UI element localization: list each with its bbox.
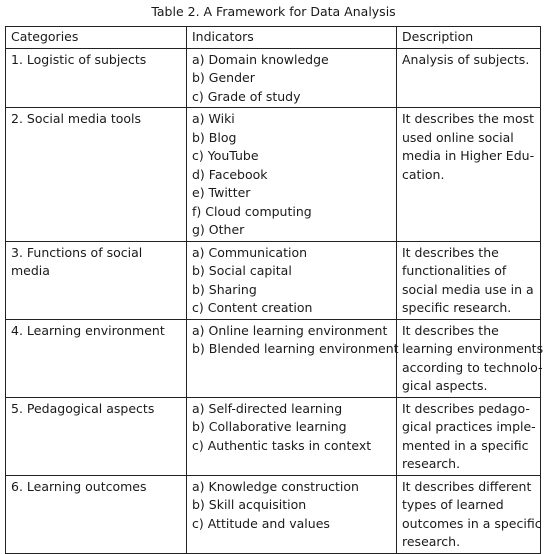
indicator-item: b) Gender bbox=[192, 70, 255, 85]
table-row bbox=[6, 241, 541, 319]
description-line: media in Higher Edu- bbox=[402, 148, 535, 163]
indicator-item: e) Twitter bbox=[192, 185, 251, 200]
category-cell: 3. Functions of social media bbox=[6, 241, 187, 319]
description-cell bbox=[397, 397, 541, 475]
description-cell bbox=[397, 108, 541, 242]
indicator-item: b) Collaborative learning bbox=[192, 419, 347, 434]
indicator-item: b) Sharing bbox=[192, 281, 257, 297]
description-line: according to technolo- bbox=[402, 359, 543, 375]
description-line: research. bbox=[402, 534, 461, 549]
description-line: It describes the bbox=[402, 322, 499, 338]
indicator-item: c) YouTube bbox=[192, 148, 259, 163]
indicator-item: c) Attitude and values bbox=[192, 515, 330, 531]
indicator-item: a) Self-directed learning bbox=[192, 400, 343, 416]
description-line: It describes the bbox=[402, 244, 499, 260]
description-line: learning environments bbox=[402, 341, 544, 356]
indicator-item: c) Content creation bbox=[192, 300, 313, 315]
indicator-item: a) Domain knowledge bbox=[192, 51, 329, 67]
description-line: types of learned bbox=[402, 497, 504, 512]
table-row bbox=[6, 319, 541, 397]
description-line: research. bbox=[402, 456, 461, 471]
indicator-item: d) Facebook bbox=[192, 166, 268, 182]
description-line: It describes the most bbox=[402, 111, 535, 126]
description-cell bbox=[397, 475, 541, 553]
indicator-item: a) Wiki bbox=[192, 111, 235, 126]
description-line: social media use in a bbox=[402, 281, 534, 297]
description-line: It describes pedago- bbox=[402, 400, 530, 416]
indicator-item: a) Communication bbox=[192, 244, 308, 260]
table-row bbox=[6, 108, 541, 242]
description-cell bbox=[397, 319, 544, 397]
header-indicators: Indicators bbox=[187, 27, 397, 49]
indicators-cell bbox=[187, 319, 397, 397]
description-line: outcomes in a specific bbox=[402, 515, 542, 531]
description-line: gical aspects. bbox=[402, 378, 488, 393]
description-line: gical practices imple- bbox=[402, 419, 536, 434]
category-cell: 2. Social media tools bbox=[6, 108, 187, 242]
description-cell bbox=[397, 48, 541, 108]
indicator-item: c) Authentic tasks in context bbox=[192, 437, 372, 453]
indicator-item: c) Grade of study bbox=[192, 88, 301, 104]
indicator-item: g) Other bbox=[192, 222, 245, 237]
indicator-item: b) Blended learning environment bbox=[192, 341, 399, 356]
category-cell: 6. Learning outcomes bbox=[6, 475, 187, 553]
indicator-item: b) Blog bbox=[192, 129, 237, 145]
indicator-item: a) Online learning environment bbox=[192, 322, 388, 338]
indicators-cell bbox=[187, 48, 397, 108]
description-line: It describes different bbox=[402, 478, 532, 494]
description-line: used online social bbox=[402, 129, 514, 145]
category-cell: 4. Learning environment bbox=[6, 319, 187, 397]
category-cell: 5. Pedagogical aspects bbox=[6, 397, 187, 475]
indicators-cell bbox=[187, 475, 397, 553]
description-line: cation. bbox=[402, 166, 445, 182]
description-line: specific research. bbox=[402, 300, 512, 315]
table-caption: Table 2. A Framework for Data Analysis bbox=[151, 4, 396, 19]
indicators-cell bbox=[187, 397, 397, 475]
indicator-item: f) Cloud computing bbox=[192, 203, 312, 219]
indicator-item: a) Knowledge construction bbox=[192, 478, 359, 494]
description-line: functionalities of bbox=[402, 263, 507, 278]
header-row bbox=[6, 27, 541, 49]
description-cell bbox=[397, 241, 541, 319]
header-categories: Categories bbox=[6, 27, 187, 49]
table-row bbox=[6, 397, 541, 475]
framework-table bbox=[5, 26, 544, 554]
table-row bbox=[6, 475, 541, 553]
indicator-item: b) Social capital bbox=[192, 263, 292, 278]
indicators-cell bbox=[187, 241, 397, 319]
category-cell: 1. Logistic of subjects bbox=[6, 48, 187, 108]
description-line: mented in a specific bbox=[402, 437, 529, 453]
description-line: Analysis of subjects. bbox=[402, 51, 530, 67]
header-description: Description bbox=[397, 27, 541, 49]
indicators-cell bbox=[187, 108, 397, 242]
indicator-item: b) Skill acquisition bbox=[192, 497, 307, 512]
table-row bbox=[6, 48, 541, 108]
